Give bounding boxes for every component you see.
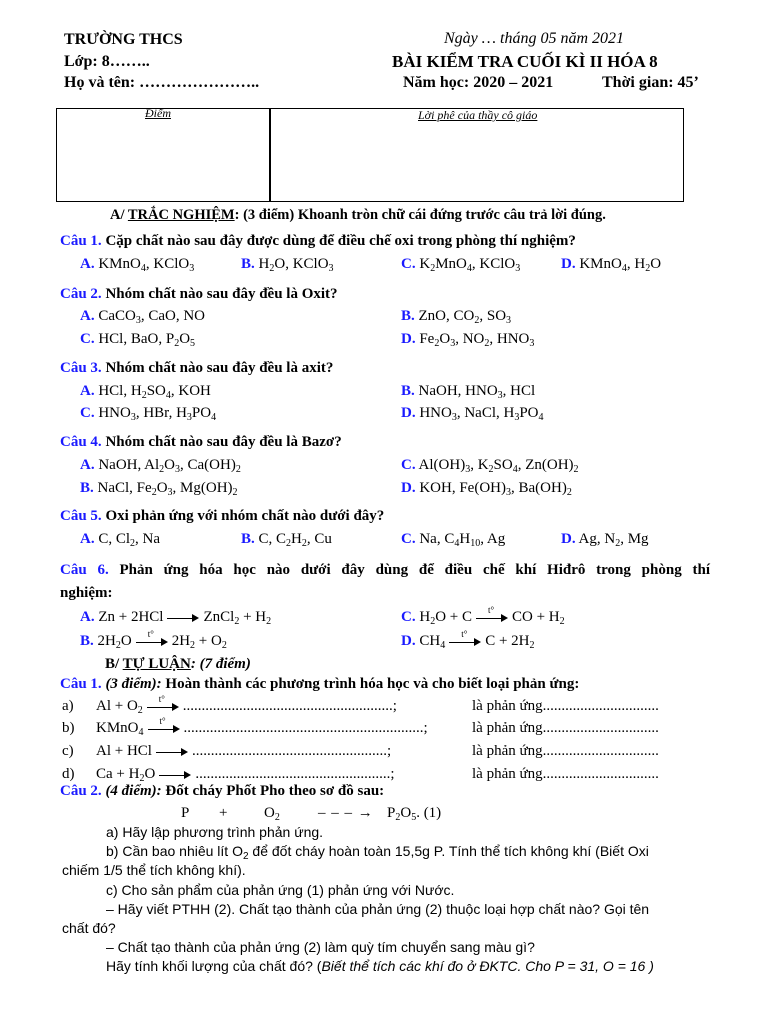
essay1-type-d: là phản ứng............................... [472,766,659,782]
q3-option-b[interactable]: B. NaOH, $HNO_3$, HCl [401,383,536,401]
question-2: Câu 2. Nhóm chất nào sau đây đều là Oxit? [60,286,338,302]
essay1-equation-b: KMnO$_4$ t° ................................................................; [96,715,428,738]
q6-option-d[interactable]: D. $CH_4$ t° $C + 2H_2$ [401,628,535,651]
q2-option-c[interactable]: C. HCl, BaO, $P_2O_5$ [80,331,196,349]
question-4: Câu 4. Nhóm chất nào sau đây đều là Bazơ? [60,434,342,450]
exam-duration: Thời gian: 45’ [602,74,699,91]
q2-option-a[interactable]: A. CaCO$_3$, CaO, NO [80,308,206,326]
q4-option-a[interactable]: A. NaOH, $Al_2O_3$, $Ca(OH)_2$ [80,457,241,475]
essay2-part-b: b) Cần bao nhiêu lít $O_2$ để đốt cháy hoàn toàn 15,5g P. Tính thể tích không khí (Biết Oxi [106,843,649,862]
essay1-line-a: a) [62,698,74,714]
q4-option-c[interactable]: C. $Al(OH)_3$, $K_2SO_4$, $Zn(OH)_2$ [401,457,579,475]
reaction-arrow-icon [159,770,191,780]
school-name: TRƯỜNG THCS [64,31,183,48]
essay2-part-c1: – Hãy viết PTHH (2). Chất tạo thành của phản ứng (2) thuộc loại hợp chất nào? Gọi tên [106,901,650,917]
q5-option-b[interactable]: B. C, $C_2H_2$, Cu [241,531,332,549]
essay1-type-b: là phản ứng............................... [472,720,659,736]
heat-arrow-icon: t° [476,613,508,623]
question-6: Câu 6. Phản ứng hóa học nào dưới đây dùng để điều chế khí Hiđrô trong phòng thí [60,562,711,578]
q6-option-a[interactable]: A. Zn + 2HCl ZnCl$_2$ + $H_2$ [80,609,272,627]
q5-option-a[interactable]: A. C, $Cl_2$, Na [80,531,161,549]
class-line: Lớp: 8…….. [64,53,150,70]
q1-option-d[interactable]: D. KMnO$_4$, $H_2O$ [561,256,662,274]
essay-question-2: Câu 2. (4 điểm): Đốt cháy Phốt Pho theo sơ đồ sau: [60,783,385,799]
q4-option-b[interactable]: B. NaCl, $Fe_2O_3$, $Mg(OH)_2$ [80,480,238,498]
essay1-line-d: d) [62,766,75,782]
reaction-arrow-icon [156,747,188,757]
teacher-comment-label: Lời phê của thầy cô giáo [418,108,538,122]
part-b-heading: B/ TỰ LUẬN: (7 điểm) [105,656,251,672]
q3-option-c[interactable]: C. $HNO_3$, HBr, $H_3PO_4$ [80,405,217,423]
essay1-type-c: là phản ứng............................... [472,743,659,759]
school-year: Năm học: 2020 – 2021 [403,74,554,91]
essay1-equation-c: Al + HCl ....................................................; [96,743,392,759]
scheme-p: P [181,805,190,821]
student-name-line: Họ và tên: ………………….. [64,74,260,91]
scheme-product: $P_2O_5$. (1) [387,805,442,823]
essay2-part-c2: – Chất tạo thành của phản ứng (2) làm quỳ tím chuyển sang màu gì? [106,939,535,955]
essay1-equation-a: $Al + O_2$ t° ........................................................; [96,693,397,716]
q6-option-b[interactable]: B. $2H_2O$ t° $2H_2 + O_2$ [80,628,227,651]
heat-arrow-icon: t° [147,702,179,712]
grade-box [56,108,684,202]
q3-option-a[interactable]: A. HCl, $H_2SO_4$, KOH [80,383,211,401]
part-a-heading: A/ TRẮC NGHIỆM: (3 điểm) Khoanh tròn chữ cái đứng trước câu trả lời đúng. [110,207,606,223]
q1-option-b[interactable]: B. $H_2O$, KClO$_3$ [241,256,334,274]
exam-date: Ngày … tháng 05 năm 2021 [444,30,624,47]
reaction-arrow-icon [167,613,199,623]
essay2-part-c3: Hãy tính khối lượng của chất đó? (Biết thể tích các khí đo ở ĐKTC. Cho P = 31, O = 16 ) [106,958,654,974]
question-6-cont: nghiệm: [60,585,113,601]
q4-option-d[interactable]: D. KOH, $Fe(OH)_3$, $Ba(OH)_2$ [401,480,572,498]
q5-option-c[interactable]: C. Na, $C_4H_{10}$, Ag [401,531,506,549]
q3-option-d[interactable]: D. $HNO_3$, NaCl, $H_3PO_4$ [401,405,544,423]
q1-option-c[interactable]: C. $K_2MnO_4$, KClO$_3$ [401,256,521,274]
heat-arrow-icon: t° [449,637,481,647]
q2-option-b[interactable]: B. ZnO, $CO_2$, $SO_3$ [401,308,512,326]
q1-option-a[interactable]: A. KMnO$_4$, KClO$_3$ [80,256,195,274]
scheme-plus: + [219,805,228,821]
heat-arrow-icon: t° [136,637,168,647]
essay2-part-b-cont: chiếm 1/5 thể tích không khí). [62,862,246,878]
heat-arrow-icon: t° [148,724,180,734]
essay2-part-c: c) Cho sản phẩm của phản ứng (1) phản ứng với Nước. [106,882,455,898]
question-5: Câu 5. Oxi phản ứng với nhóm chất nào dưới đây? [60,508,385,524]
exam-title: BÀI KIỂM TRA CUỐI KÌ II HÓA 8 [392,52,658,71]
grade-box-divider [269,108,271,202]
question-3: Câu 3. Nhóm chất nào sau đây đều là axit? [60,360,334,376]
score-label: Điểm [145,106,171,120]
essay2-part-c1-cont: chất đó? [62,920,116,936]
q2-option-d[interactable]: D. $Fe_2O_3$, $NO_2$, $HNO_3$ [401,331,535,349]
essay2-part-a: a) Hãy lập phương trình phản ứng. [106,824,324,840]
question-1: Câu 1. Cặp chất nào sau đây được dùng để điều chế oxi trong phòng thí nghiệm? [60,233,576,249]
scheme-arrow: – – – → [318,805,374,821]
essay-question-1: Câu 1. (3 điểm): Hoàn thành các phương trình hóa học và cho biết loại phản ứng: [60,676,580,692]
q5-option-d[interactable]: D. Ag, $N_2$, Mg [561,531,649,549]
essay1-line-b: b) [62,720,75,736]
essay1-line-c: c) [62,743,74,759]
scheme-o2: $O_2$ [264,805,280,823]
q6-option-c[interactable]: C. $H_2O + C$ t° CO + $H_2$ [401,604,565,627]
essay1-type-a: là phản ứng............................... [472,698,659,714]
essay1-equation-d: $Ca + H_2O$ ....................................................; [96,766,395,784]
